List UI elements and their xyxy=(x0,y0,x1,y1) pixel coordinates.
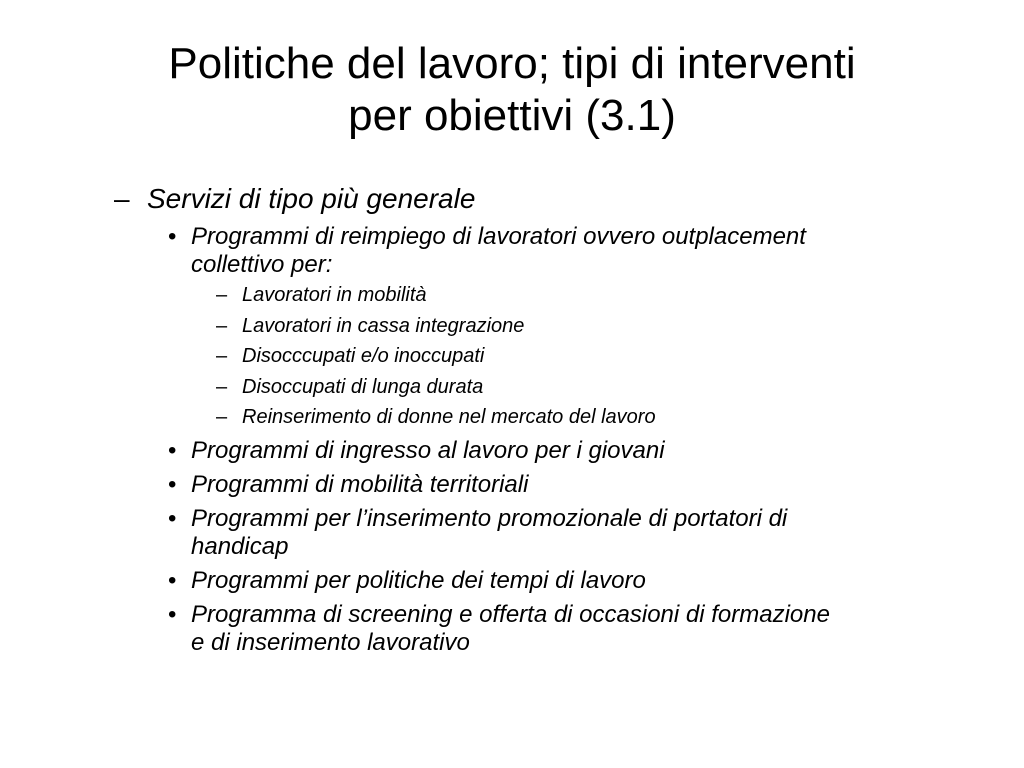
title-line-1: Politiche del lavoro; tipi di interventi xyxy=(168,39,856,88)
dash-marker: – xyxy=(114,183,130,214)
sub-item-text: Disoccupati di lunga durata xyxy=(242,376,484,398)
dash-marker: – xyxy=(216,376,228,398)
bullet-text-continuation: collettivo per: xyxy=(191,251,333,278)
title-line-2: per obiettivi (3.1) xyxy=(348,91,676,140)
bullet-marker: • xyxy=(168,437,177,464)
bullet-marker: • xyxy=(168,601,177,628)
sub-item-text: Reinserimento di donne nel mercato del lavoro xyxy=(242,406,656,428)
dash-marker: – xyxy=(216,406,228,428)
dash-marker: – xyxy=(216,315,228,337)
sub-item-text: Lavoratori in mobilità xyxy=(242,284,427,306)
bullet-marker: • xyxy=(168,567,177,594)
dash-marker: – xyxy=(216,284,228,306)
bullet-text-continuation: e di inserimento lavorativo xyxy=(191,629,470,656)
bullet-marker: • xyxy=(168,223,177,250)
dash-marker: – xyxy=(216,345,228,367)
bullet-text: Programmi di ingresso al lavoro per i giovani xyxy=(191,437,665,464)
bullet-marker: • xyxy=(168,471,177,498)
bullet-text: Programmi di reimpiego di lavoratori ovvero outplacement xyxy=(191,223,806,250)
bullet-text: Programmi per politiche dei tempi di lavoro xyxy=(191,567,646,594)
bullet-text: Programmi per l’inserimento promozionale di portatori di xyxy=(191,505,788,532)
bullet-text: Programma di screening e offerta di occasioni di formazione xyxy=(191,601,830,628)
sub-item-text: Disocccupati e/o inoccupati xyxy=(242,345,485,367)
bullet-text-continuation: handicap xyxy=(191,533,289,560)
level1-text: Servizi di tipo più generale xyxy=(147,183,476,214)
slide-title xyxy=(40,38,984,142)
sub-item-text: Lavoratori in cassa integrazione xyxy=(242,315,525,337)
bullet-text: Programmi di mobilità territoriali xyxy=(191,471,529,498)
bullet-marker: • xyxy=(168,505,177,532)
